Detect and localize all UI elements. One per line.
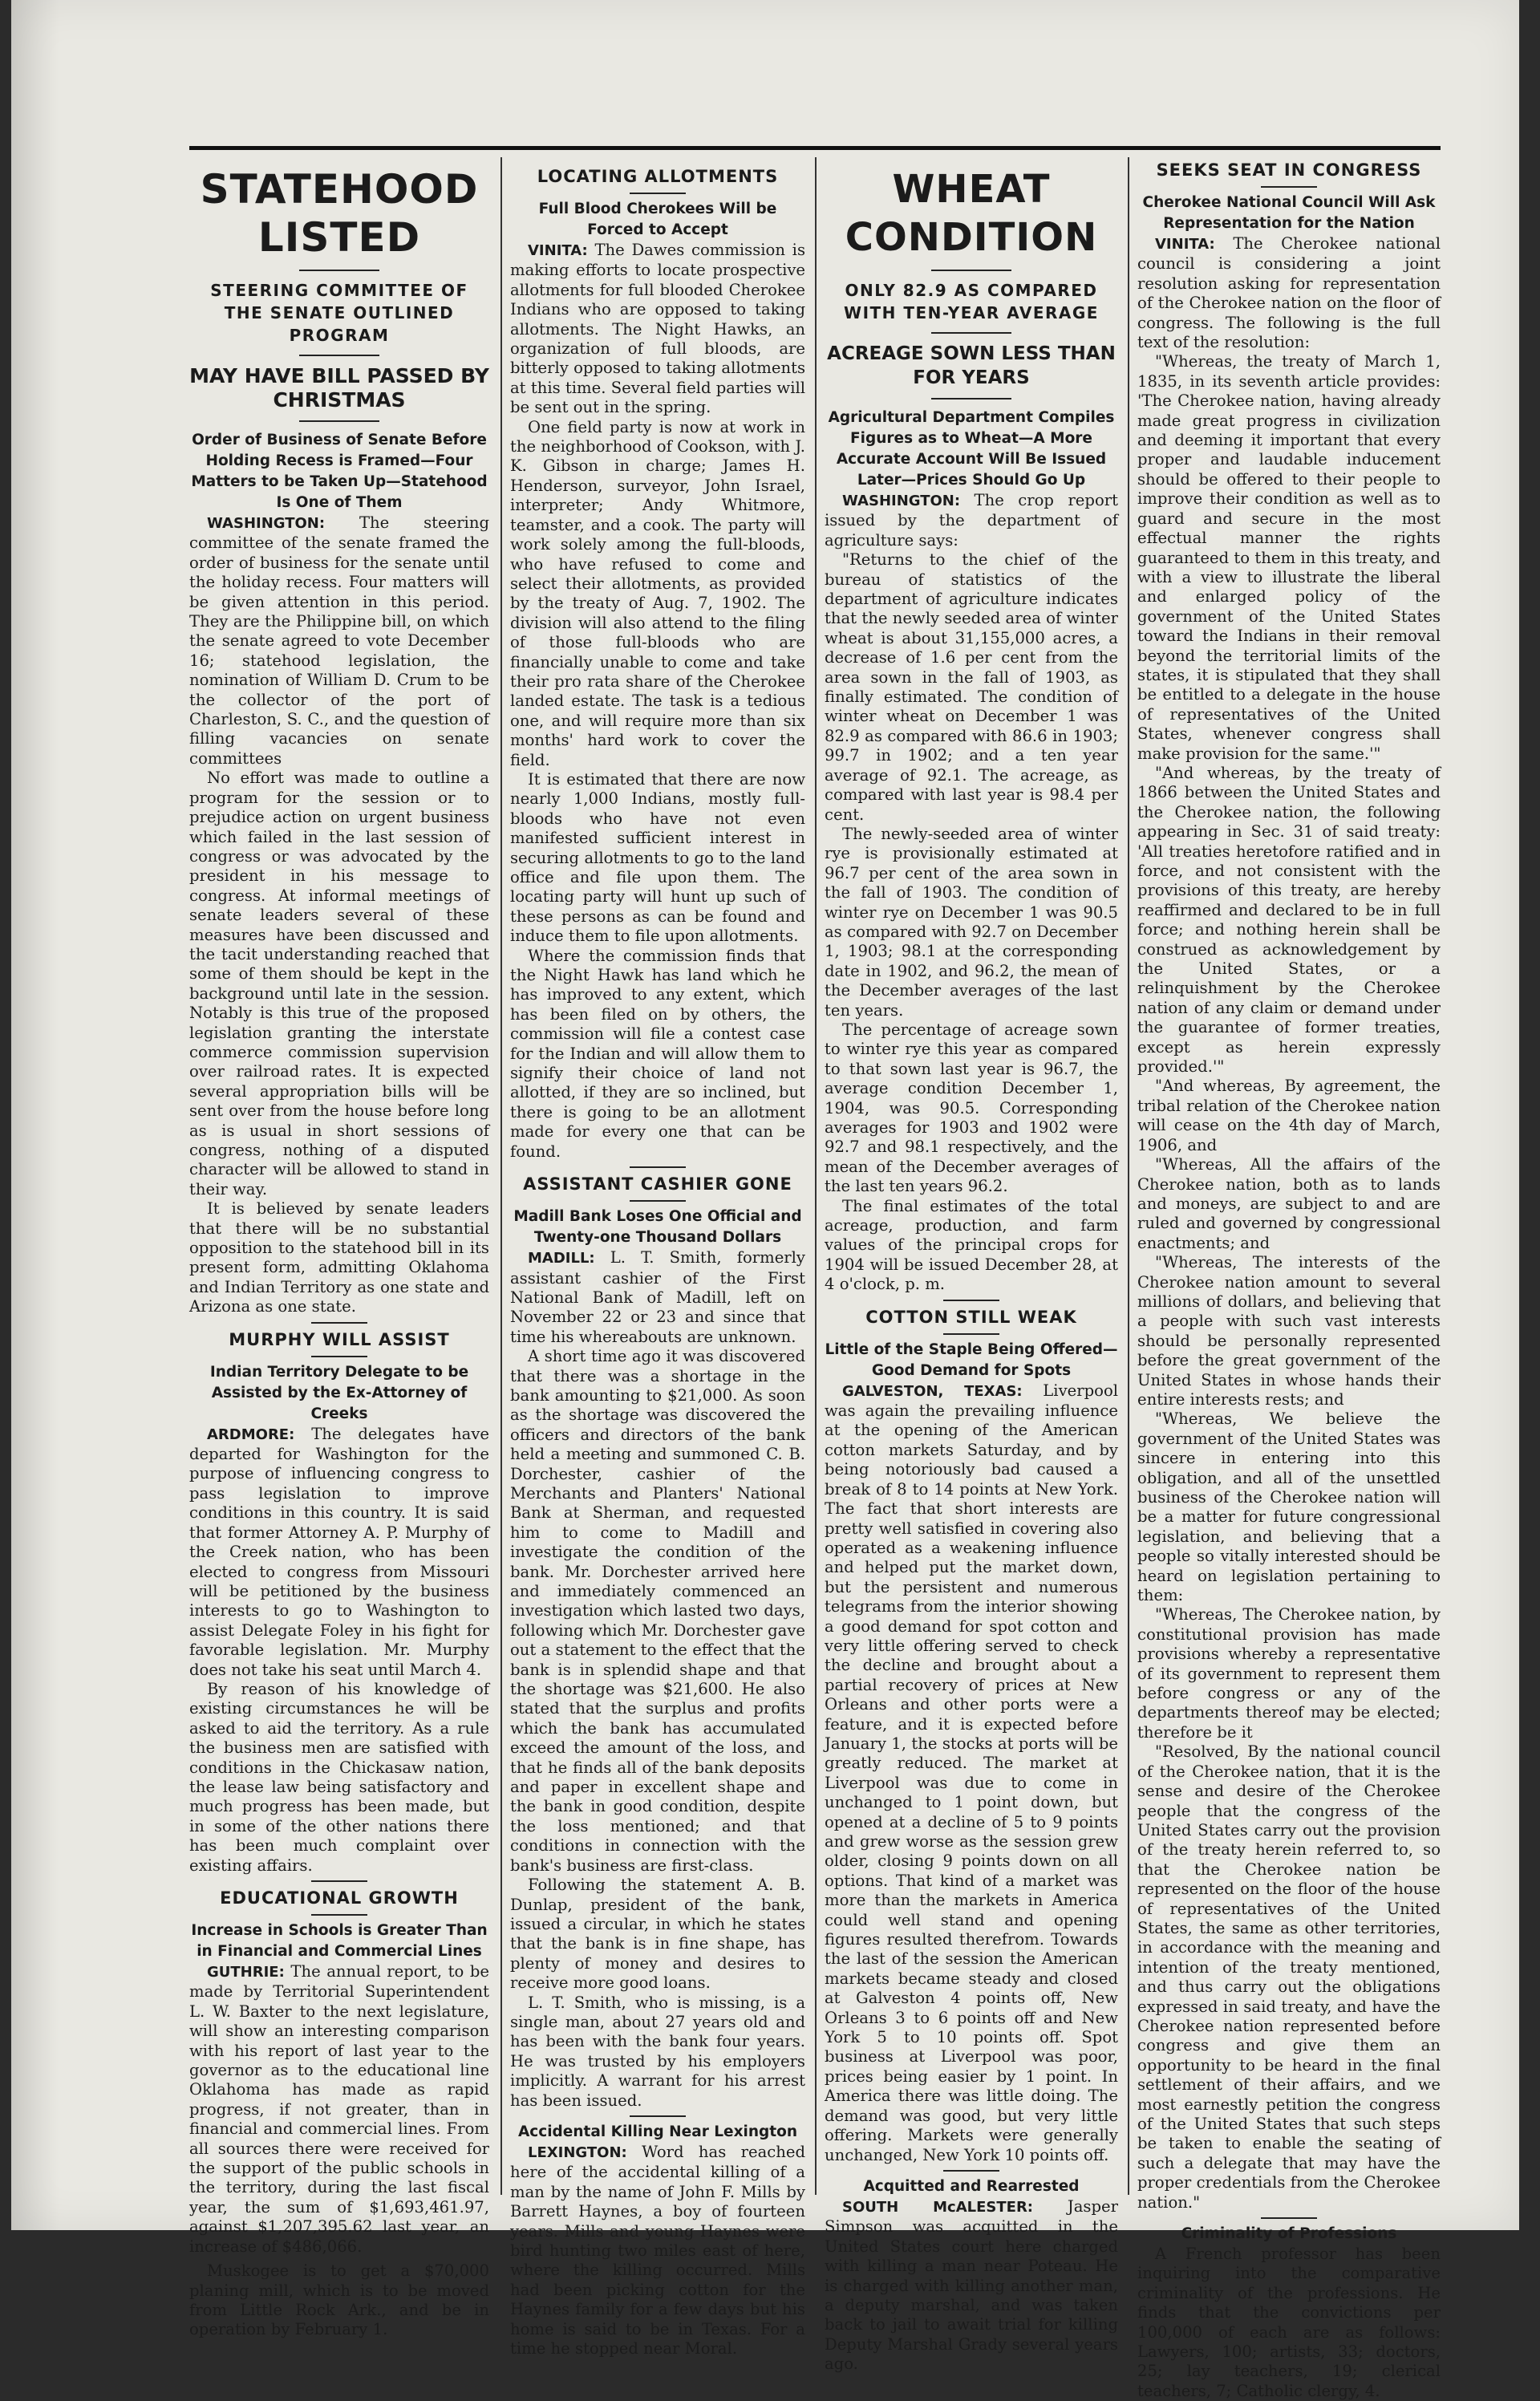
cotton-paragraph: GALVESTON, TEXAS: Liverpool was again the prevailing influence at the opening of the American cotton markets Saturday, and by being notoriously bad caused a break of 8 to 14 points at New York. The fact that short interests are pretty well satisfied in covering also operated as a weakening influence and helped put the market down, but the persistent and numerous telegrams from the interior showing a good demand for spot cotton and very little offering served to check the decline and brought about a partial recovery of prices at New Orleans and other ports were a feature, and it is expected before January 1, the stocks at ports will be greatly reduced. The market at Liverpool was due to come in unchanged to 1 point down, but opened at a decline of 5 to 9 points and grew worse as the session grew older, closing 9 points down on all options. That kind of a market was more than the markets in America could well stand and opening figures resulted therefrom. Towards the last of the session the American markets became steady and closed at Galveston 4 points off, New Orleans 3 to 6 points off and New York 5 to 10 points off. Spot business at Liverpool was poor, prices being easier by 1 point. In America there was little doing. The demand was good, but very little offering. Markets were generally unchanged, New York 10 points off. xyxy=(825,1381,1119,2164)
wheat-paragraph: WASHINGTON: The crop report issued by the department of agriculture says: xyxy=(825,491,1118,550)
congress-paragraph: "And whereas, By agreement, the tribal relation of the Cherokee nation will cease on the 4th day of March, 1906, and xyxy=(1137,1077,1441,1154)
column-rule-2 xyxy=(815,157,817,2195)
divider xyxy=(931,270,1011,271)
wheat-headline: WHEAT CONDITION xyxy=(845,167,1098,260)
cotton-headline: COTTON STILL WEAK xyxy=(865,1307,1077,1327)
dateline: ARDMORE: xyxy=(207,1426,295,1443)
statehood-headline: STATEHOOD LISTED xyxy=(200,166,479,261)
allotments-paragraph: Where the commission finds that the Night Hawk has land which he has improved to any extent, which has been filed on by others, the commission will file a contest case for the Indian and will allow them to signify their choice of land not allotted, if they are so inclined, but there is going to be an allotment made for every one that can be found. xyxy=(510,946,805,1161)
divider xyxy=(299,355,379,356)
divider xyxy=(931,398,1011,399)
cashier-headline: ASSISTANT CASHIER GONE xyxy=(523,1174,792,1194)
congress-paragraph: "Whereas, the treaty of March 1, 1835, in its seventh article provides: 'The Cherokee nation, having already made great progress in civilization and deeming it important that every proper and laudable inducement should be offered to their people to improve their condition as well as to guard and secure in the most effectual manner the rights guaranteed to them in this treaty, and with a view to illustrate the liberal and enlarged policy of the government of the United States toward the Indians in their removal beyond the territorial limits of the states, it is stipulated that they shall be entitled to a delegate in the house of representatives of the United States, whenever congress shall make provision for the same.'" xyxy=(1137,352,1441,763)
statehood-deck: Order of Business of Senate Before Holding Recess is Framed—Four Matters to be Taken Up—Statehood Is One of Them xyxy=(191,432,488,511)
congress-paragraph: "Whereas, The interests of the Cherokee nation amount to several millions of dollars, and believing that a people with such vast interests should be personally represented before the great government of the United States in whose hands their entire interests rests; and xyxy=(1137,1253,1441,1409)
newspaper-page xyxy=(11,0,1519,2400)
column-1 xyxy=(189,159,489,2339)
column-rule-3 xyxy=(1128,157,1129,2195)
murphy-headline: MURPHY WILL ASSIST xyxy=(229,1329,450,1349)
cashier-deck: Madill Bank Loses One Official and Twenty-one Thousand Dollars xyxy=(513,1208,802,1247)
allotments-paragraph: It is estimated that there are now nearly 1,000 Indians, mostly full-bloods who have not even manifested sufficient interest in securing allotments to go to the land office and file upon them. The locating party will hunt up such of these persons as can be found and induce them to file upon allotments. xyxy=(510,769,805,946)
cashier-paragraph: Following the statement A. B. Dunlap, president of the bank, issued a circular, in which he states that the bank is in fine shape, has plenty of money and desires to receive more good loans. xyxy=(510,1876,805,1993)
education-headline: EDUCATIONAL GROWTH xyxy=(220,1888,459,1908)
congress-headline: SEEKS SEAT IN CONGRESS xyxy=(1156,160,1422,180)
education-paragraph: Muskogee is to get a $70,000 planing mill, which is to be moved from Little Rock Ark., and be in operation by February 1. xyxy=(189,2261,489,2339)
column-2 xyxy=(510,159,805,2358)
divider xyxy=(299,270,379,271)
dateline: VINITA: xyxy=(528,242,588,259)
murphy-paragraph: By reason of his knowledge of existing circumstances he will be asked to aid the territory. As a rule the business men are satisfied with conditions in the Chickasaw nation, the lease law being satisfactory and much progress has been made, but in some of the other nations there has been much complaint over existing affairs. xyxy=(189,1679,489,1875)
divider xyxy=(311,1880,367,1882)
statehood-paragraph: It is believed by senate leaders that there will be no substantial opposition to the statehood bill in its present form, admitting Oklahoma and Indian Territory as one state and Arizona as one state. xyxy=(189,1199,489,1316)
column-rule-1 xyxy=(500,157,502,2195)
wheat-subhead-2: ACREAGE SOWN LESS THAN FOR YEARS xyxy=(827,343,1116,388)
divider xyxy=(630,1200,686,1202)
wheat-paragraph: The percentage of acreage sown to winter rye this year as compared to that sown last year is 96.7, the average condition December 1, 1904, was 90.5. Corresponding averages for 1903 and 1902 were 92.7 and 98.1 respectively, and the mean of the December averages of the last ten years 96.2. xyxy=(825,1020,1118,1196)
cashier-paragraph: A short time ago it was discovered that there was a shortage in the bank amounting to $21,000. As soon as the shortage was discovered the officers and directors of the bank held a meeting and summoned C. B. Dorchester, cashier of the Merchants and Planters' National Bank at Sherman, and requested him to come to Madill and investigate the condition of the bank. Mr. Dorchester arrived here and immediately commenced an investigation which lasted two days, following which Mr. Dorchester gave out a statement to the effect that the bank is in splendid shape and that the shortage was $21,600. He also stated that the surplus and profits which the bank has accumulated exceed the amount of the loss, and that he finds all of the bank deposits and paper in excellent shape and the bank in good condition, despite the loss mentioned; and that conditions in connection with the bank's business are first-class. xyxy=(510,1347,805,1875)
divider xyxy=(943,2170,999,2172)
acquitted-headline: Acquitted and Rearrested xyxy=(863,2177,1080,2195)
allotments-paragraph: VINITA: The Dawes commission is making efforts to locate prospective allotments for full blooded Cherokee Indians who are opposed to taking allotments. The Night Hawks, an organization of full bloods, are bitterly opposed to taking allotments at this time. Several field parties will be sent out in the spring. xyxy=(510,241,805,417)
congress-paragraph: "Whereas, The Cherokee nation, by constitutional provision has made provisions whereby a representative of its government to represent them before congress or any of the departments thereof may be elected; therefore be it xyxy=(1137,1605,1441,1742)
wheat-paragraph: The newly-seeded area of winter rye is provisionally estimated at 96.7 per cent of the area sown in the fall of 1903. The condition of winter rye on December 1 was 90.5 as compared with 92.7 on December 1, 1903; 98.1 at the corresponding date in 1902, and 96.2, the mean of the December averages of the last ten years. xyxy=(825,824,1118,1020)
criminality-headline: Criminality of Professions xyxy=(1181,2225,1397,2243)
congress-paragraph: "Resolved, By the national council of the Cherokee nation, that it is the sense and desire of the Cherokee people that the congress of the United States carry out the provision of the treaty herein referred to, so that the Cherokee nation be represented on the floor of the house of representatives of the United States, the same as other territories, in accordance with the meaning and intention of the treaty mentioned, and thus carry out the obligations expressed in said treaty, and have the Cherokee nation represented before congress and give them an opportunity to be heard in the final settlement of their affairs, and we most earnestly petition the congress of the United States that such steps be taken to enable the seating of such a delegate that may have the proper credentials from the Cherokee nation." xyxy=(1137,1742,1441,2212)
divider xyxy=(299,420,379,422)
cashier-paragraph: MADILL: L. T. Smith, formerly assistant cashier of the First National Bank of Madill, left on November 22 or 23 and since that time his whereabouts are unknown. xyxy=(510,1248,805,1346)
column-3 xyxy=(825,159,1119,2374)
killing-paragraph: LEXINGTON: Word has reached here of the accidental killing of a man by the name of John F. Mills by Barrett Haynes, a boy of fourteen years. Mills and young Haynes were bird hunting two miles east of here, where the killing occurred. Mills had been picking cotton for the Haynes family for a few days but his home is said to be in Texas. For a time he stopped near Moral. xyxy=(510,2142,805,2358)
dateline: MADILL: xyxy=(528,1250,595,1267)
divider xyxy=(931,332,1011,334)
dateline: GALVESTON, TEXAS: xyxy=(842,1382,1023,1400)
divider xyxy=(1261,2217,1317,2219)
divider xyxy=(630,1166,686,1168)
divider xyxy=(943,1333,999,1335)
cotton-deck: Little of the Staple Being Offered—Good Demand for Spots xyxy=(825,1340,1118,1379)
top-rule xyxy=(189,146,1441,150)
killing-headline: Accidental Killing Near Lexington xyxy=(517,2123,798,2140)
murphy-paragraph: ARDMORE: The delegates have departed for Washington for the purpose of influencing congress to pass legislation to improve conditions in this country. It is said that former Attorney A. P. Murphy of the Creek nation, who has been elected to congress from Missouri will be petitioned by the business interests to go to Washington to assist Delegate Foley in his fight for favorable legislation. Mr. Murphy does not take his seat until March 4. xyxy=(189,1424,489,1679)
congress-paragraph: "Whereas, We believe the government of the United States was sincere in entering into this obligation, and all of the unsettled business of the Cherokee nation will be a matter for future congressional legislation, and believing that a people so vitally interested should be heard on legislation pertaining to them: xyxy=(1137,1409,1441,1605)
wheat-deck: Agricultural Department Compiles Figures as to Wheat—A More Accurate Account Will Be Issued Later—Prices Should Go Up xyxy=(828,409,1115,489)
allotments-deck: Full Blood Cherokees Will be Forced to Accept xyxy=(538,201,777,238)
dateline: VINITA: xyxy=(1155,236,1215,253)
divider xyxy=(630,193,686,194)
wheat-paragraph: The final estimates of the total acreage, production, and farm values of the principal crops for 1904 will be issued December 28, at 4 o'clock, p. m. xyxy=(825,1196,1118,1294)
allotments-headline: LOCATING ALLOTMENTS xyxy=(537,167,779,186)
cashier-paragraph: L. T. Smith, who is missing, is a single man, about 27 years old and has been with the bank four years. He was trusted by his employers implicitly. A warrant for his arrest has been issued. xyxy=(510,1993,805,2110)
dateline: SOUTH McALESTER: xyxy=(842,2198,1034,2216)
congress-deck: Cherokee National Council Will Ask Representation for the Nation xyxy=(1142,194,1436,232)
dateline: GUTHRIE: xyxy=(207,1964,285,1981)
congress-paragraph: "Whereas, All the affairs of the Cherokee nation, both as to lands and moneys, are subject to and are ruled and governed by congressional enactments; and xyxy=(1137,1155,1441,1252)
page-edge-shadow xyxy=(11,0,59,2230)
murphy-deck: Indian Territory Delegate to be Assisted by the Ex-Attorney of Creeks xyxy=(209,1363,469,1422)
dateline: LEXINGTON: xyxy=(528,2143,627,2161)
divider xyxy=(630,2115,686,2117)
education-deck: Increase in Schools is Greater Than in Financial and Commercial Lines xyxy=(191,1922,488,1960)
wheat-paragraph: "Returns to the chief of the bureau of statistics of the department of agriculture indicates that the newly seeded area of winter wheat is about 31,155,000 acres, a decrease of 1.6 per cent from the area sown in the fall of 1903, as finally estimated. The condition of winter wheat on December 1 was 82.9 as compared with 86.6 in 1903; 99.7 in 1902; and a ten year average of 92.1. The acreage, as compared with last year is 98.4 per cent. xyxy=(825,550,1118,824)
acquitted-paragraph: SOUTH McALESTER: Jasper Simpson was acquitted in the United States court here charged with killing a man near Poteau. He is charged with killing another man, a deputy marshal, and was taken back to jail to await trial for killing Deputy Marshal Grady several years ago. xyxy=(825,2196,1118,2374)
congress-paragraph: VINITA: The Cherokee national council is considering a joint resolution asking for representation of the Cherokee nation on the floor of congress. The following is the full text of the resolution: xyxy=(1137,234,1441,352)
allotments-paragraph: One field party is now at work in the neighborhood of Cookson, with J. K. Gibson in charge; James H. Henderson, surveyor, John Israel, interpreter; Andy Whitmore, teamster, and a cook. The party will work solely among the full-bloods, who have refused to come and select their allotments, as provided by the treaty of Aug. 7, 1902. The division will also attend to the filing of those full-bloods who are financially unable to come and take their pro rata share of the Cherokee landed estate. The task is a tedious one, and will require more than six months' hard work to cover the field. xyxy=(510,417,805,769)
statehood-subhead-2: MAY HAVE BILL PASSED BY CHRISTMAS xyxy=(189,364,489,412)
divider xyxy=(311,1356,367,1357)
divider xyxy=(311,1322,367,1324)
criminality-paragraph: A French professor has been inquiring into the comparative criminality of the professions. He finds that the convictions per 100,000 of each are as follows: Lawyers, 100; artists, 33; doctors, 25; lay teachers, 19; clerical teachers, 7; Catholic clergy, 4. xyxy=(1137,2245,1441,2400)
congress-paragraph: "And whereas, by the treaty of 1866 between the United States and the Cherokee nation, the following appearing in Sec. 31 of said treaty: 'All treaties heretofore ratified and in force, and not consistent with the provisions of this treaty, are hereby reaffirmed and declared to be in full force; and nothing herein shall be construed as acknowledgement by the United States, or a relinquishment by the Cherokee nation of any claim or demand under the guarantee of former treaties, except as herein expressly provided.'" xyxy=(1137,763,1441,1077)
dateline: WASHINGTON: xyxy=(842,493,961,509)
column-4 xyxy=(1137,159,1441,2400)
dateline: WASHINGTON: xyxy=(207,515,326,532)
divider xyxy=(943,1300,999,1301)
statehood-paragraph: No effort was made to outline a program for the session or to prejudice action on urgent business which failed in the last session of congress or was advocated by the president in his message to congress. At informal meetings of senate leaders several of these measures have been discussed and the tacit understanding reached that some of them should be kept in the background until late in the session. Notably is this true of the proposed legislation granting the interstate commerce commission supervision over railroad rates. It is expected several appropriation bills will be sent over from the house before long as is usual in short sessions of congress, nothing of a disputed character will be allowed to stand in their way. xyxy=(189,769,489,1198)
divider xyxy=(311,1914,367,1916)
education-paragraph: GUTHRIE: The annual report, to be made by Territorial Superintendent L. W. Baxter to the next legislature, will show an interesting comparison with his report of last year to the governor as to the educational line Oklahoma has made as rapid progress, if not greater, than in financial and commercial lines. From all sources there were received for the support of the public schools in the territory, during the last fiscal year, the sum of $1,693,461.97, against $1,207,395.62 last year, an increase of $486,066. xyxy=(189,1962,489,2256)
statehood-paragraph: WASHINGTON: The steering committee of the senate framed the order of business for the senate until the holiday recess. Four matters will be given attention in this period. They are the Philippine bill, on which the senate agreed to vote December 16; statehood legislation, the nomination of William D. Crum to be the collector of the port of Charleston, S. C., and the question of filling vacancies on senate committees xyxy=(189,513,489,768)
divider xyxy=(1261,186,1317,188)
wheat-subhead: ONLY 82.9 AS COMPARED WITH TEN-YEAR AVERAGE xyxy=(844,281,1099,322)
statehood-subhead: STEERING COMMITTEE OF THE SENATE OUTLINED PROGRAM xyxy=(210,281,468,345)
